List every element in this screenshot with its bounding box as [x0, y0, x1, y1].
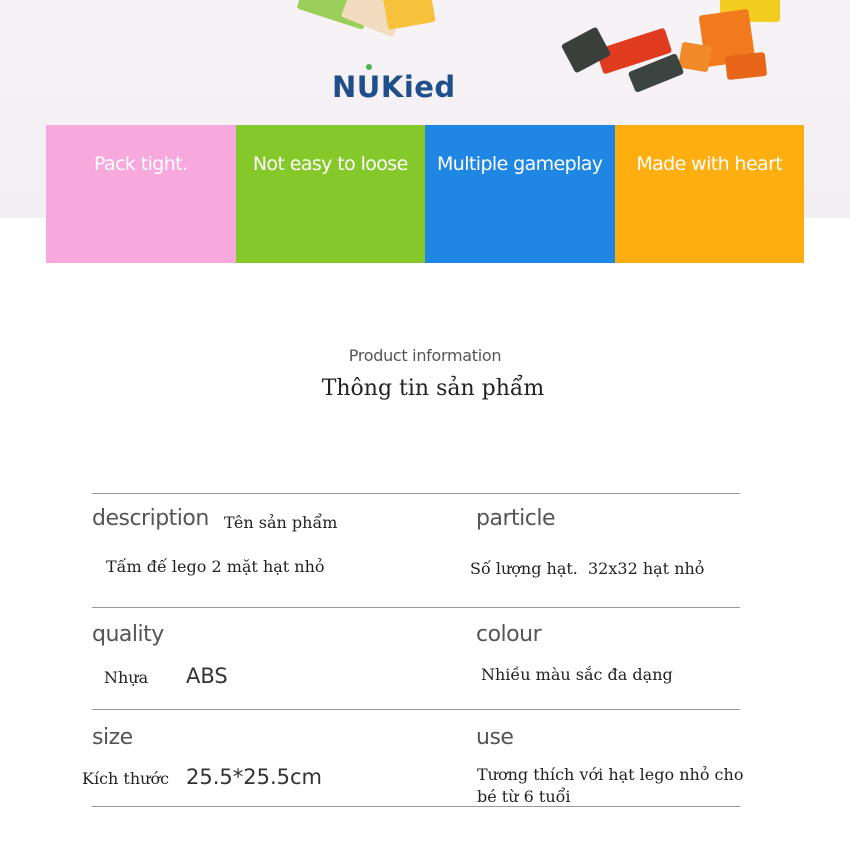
spec-sub-quality: Nhựa [104, 668, 149, 687]
spec-label-size: size [92, 725, 133, 750]
divider [92, 806, 740, 807]
feature-band-not-easy-to-loose [236, 125, 426, 263]
feature-label: Pack tight. [94, 153, 188, 175]
feature-band-made-with-heart [615, 125, 805, 263]
spec-value-colour: Nhiều màu sắc đa dạng [481, 665, 673, 684]
brick-yellow [382, 0, 436, 30]
spec-value-particle: 32x32 hạt nhỏ [588, 559, 705, 578]
section-title-vi: Thông tin sản phẩm [321, 376, 545, 401]
spec-value-quality: ABS [186, 664, 228, 688]
feature-band-pack-tight [46, 125, 236, 263]
brand-logo: NU Kied [332, 70, 456, 104]
feature-band-multiple-gameplay [425, 125, 615, 263]
section-title-en: Product information [348, 346, 502, 365]
spec-value-use-line1: Tương thích với hạt lego nhỏ cho [477, 765, 744, 784]
spec-value-use-line2: bé từ 6 tuổi [477, 787, 571, 806]
brick-orange [678, 42, 712, 73]
feature-label: Not easy to loose [252, 153, 408, 175]
logo-dot-icon [366, 64, 372, 70]
spec-label-use: use [476, 725, 514, 750]
divider [92, 709, 740, 710]
divider [92, 493, 740, 494]
spec-label-description: description [92, 506, 209, 531]
feature-label: Made with heart [636, 153, 783, 175]
spec-value-description: Tấm đế lego 2 mặt hạt nhỏ [106, 557, 325, 576]
spec-label-particle: particle [476, 506, 555, 531]
spec-label-quality: quality [92, 622, 164, 647]
spec-value-size: 25.5*25.5cm [186, 765, 323, 789]
divider [92, 607, 740, 608]
spec-label-colour: colour [476, 622, 542, 647]
spec-sub-particle: Số lượng hạt. [470, 559, 578, 578]
feature-label: Multiple gameplay [437, 153, 603, 175]
spec-sub-description: Tên sản phẩm [224, 513, 338, 532]
feature-bands [46, 125, 804, 263]
brick-orange-2 [725, 52, 767, 80]
spec-sub-size: Kích thước [82, 769, 170, 788]
